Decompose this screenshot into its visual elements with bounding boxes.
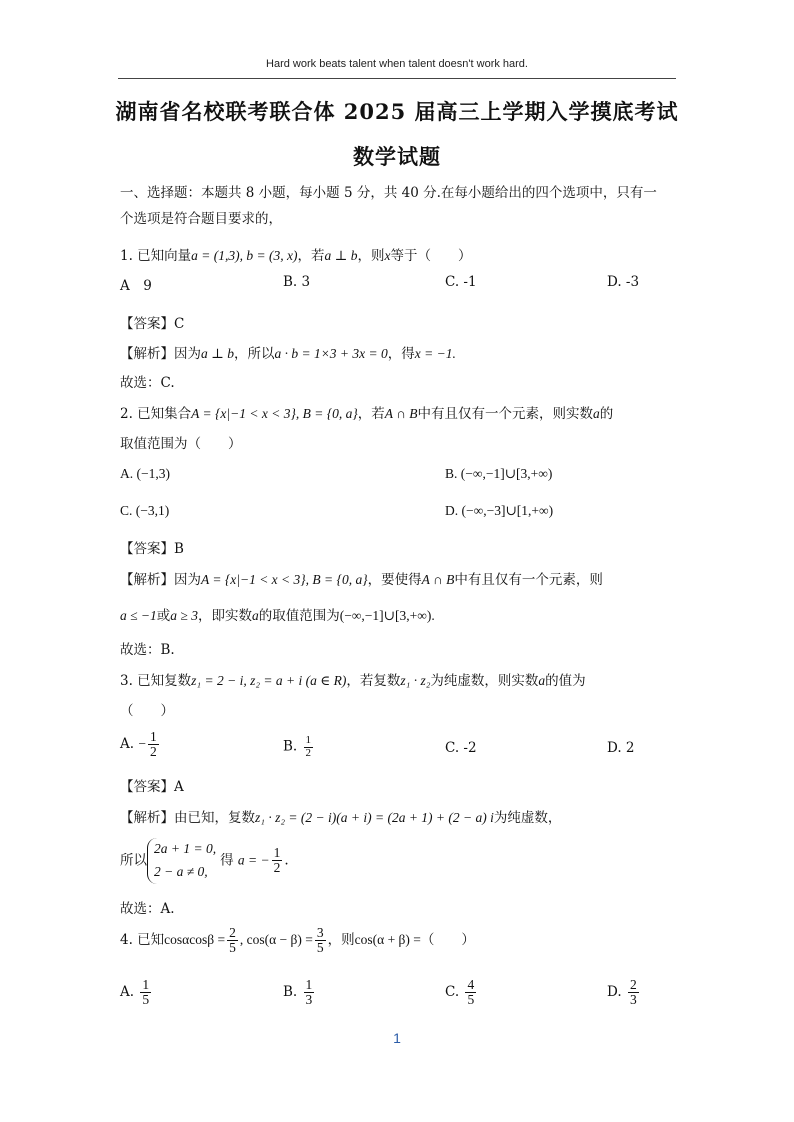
header-divider	[118, 78, 676, 79]
q1-condition: a ⊥ b	[324, 248, 358, 263]
q4-option-b-den: 3	[305, 992, 313, 1008]
q2-analysis-l2-post: 的取值范围为	[258, 608, 340, 624]
q2-analysis-or: 或	[156, 608, 171, 624]
q3-option-d: D. 2	[607, 740, 635, 756]
q3-pre: 3. 已知复数	[120, 673, 192, 689]
q1-analysis-post: ，得	[387, 346, 415, 362]
q1-pre: 1. 已知向量	[120, 248, 192, 264]
q3-numbers: z₁ = 2 − i, z₂ = a + i (a ∈ R)	[191, 673, 347, 688]
q1-analysis-expr: a · b = 1×3 + 3x = 0	[274, 346, 388, 361]
q1-option-a: A 9	[120, 278, 152, 294]
q3-sys-row1: 2a + 1 = 0,	[154, 841, 217, 856]
q2-analysis-mid: ，要使得	[367, 572, 422, 588]
q1-tail: 等于（ ）	[390, 248, 472, 264]
q4-option-a-fraction	[140, 978, 151, 1007]
q2-analysis-line1	[120, 568, 603, 588]
q3-option-a-den: 2	[149, 744, 157, 760]
q4-frac1-num: 2	[229, 925, 236, 940]
q4-frac2-num: 3	[316, 925, 324, 940]
q4-tail: （ ）	[420, 932, 475, 949]
q2-analysis-var: a	[251, 608, 259, 623]
q3-option-b	[283, 735, 315, 759]
q2-option-b: B. (−∞,−1]∪[3,+∞)	[445, 466, 553, 481]
question-1-stem	[120, 244, 471, 264]
q4-option-d-num: 2	[629, 977, 637, 992]
q1-analysis-cond: a ⊥ b	[201, 346, 234, 361]
q4-pre: 4. 已知	[120, 932, 165, 949]
q3-option-a-fraction	[148, 730, 159, 759]
q3-option-a-num: 1	[149, 729, 157, 744]
q3-product: z₁ · z₂	[400, 673, 431, 688]
q1-vectors: a = (1,3), b = (3, x)	[191, 248, 298, 263]
q4-frac1	[227, 926, 238, 955]
q4-option-d	[607, 978, 641, 1007]
q2-analysis-pre: 【解析】因为	[120, 572, 201, 588]
q2-analysis-cond-a: a ≤ −1	[120, 608, 157, 623]
q2-answer: 【答案】B	[120, 541, 184, 557]
q2-analysis-line2	[120, 604, 435, 624]
q3-option-b-num: 1	[305, 734, 312, 746]
q1-analysis-result: x = −1.	[414, 346, 456, 361]
q1-mid: ，若	[297, 248, 325, 264]
q4-option-a	[120, 978, 153, 1007]
q4-option-a-label: A.	[120, 984, 135, 1001]
q2-stem-line2: 取值范围为（ ）	[120, 436, 242, 452]
q4-option-d-fraction	[628, 978, 639, 1007]
q3-option-c: C. -2	[445, 740, 477, 756]
q1-conclusion: 故选：C.	[120, 375, 175, 391]
exam-title: 湖南省名校联考联合体 2025 届高三上学期入学摸底考试	[115, 99, 679, 124]
q4-option-d-den: 3	[629, 992, 637, 1008]
q3-stem-line2: （ ）	[120, 703, 174, 719]
header-motto: Hard work beats talent when talent doesn't work hard.	[266, 58, 528, 70]
q4-option-c-label: C.	[445, 984, 460, 1001]
q4-option-b	[283, 978, 316, 1007]
q3-option-a-label: A.	[120, 736, 135, 753]
question-3-stem	[120, 669, 586, 689]
q1-option-b: B. 3	[283, 274, 311, 290]
q3-option-b-label: B.	[283, 738, 298, 755]
q4-option-b-num: 1	[305, 977, 313, 992]
q3-sys-result-post: .	[284, 852, 289, 869]
q1-answer: 【答案】C	[120, 316, 185, 332]
q4-frac2	[315, 926, 326, 955]
q4-expr1: cosαcosβ =	[164, 932, 226, 948]
question-2-stem	[120, 402, 613, 422]
q2-pre: 2. 已知集合	[120, 406, 192, 422]
q3-answer: 【答案】A	[120, 779, 184, 795]
q3-sys-pre: 所以	[120, 852, 147, 869]
q3-analysis-post: 为纯虚数，	[493, 810, 562, 826]
q1-option-d: D. -3	[607, 274, 640, 290]
q3-sys-result-num: 1	[273, 845, 281, 861]
q3-conclusion: 故选：A.	[120, 901, 175, 917]
q3-tail: 的值为	[545, 673, 586, 689]
q3-option-a	[120, 730, 161, 759]
q2-analysis-cap: A ∩ B	[421, 572, 455, 587]
q3-sys-mid: 得	[220, 852, 234, 869]
q1-variable: x	[384, 248, 391, 263]
q4-option-c-num: 4	[467, 977, 475, 992]
q2-mid: ，若	[357, 406, 385, 422]
q3-option-a-sign: −	[138, 736, 146, 752]
q3-option-b-den: 2	[305, 746, 312, 759]
page-number: 1	[393, 1030, 401, 1046]
q2-sets: A = {x|−1 < x < 3}, B = {0, a}	[191, 406, 358, 421]
q4-option-d-label: D.	[607, 984, 622, 1001]
q3-mid: ，若复数	[346, 673, 401, 689]
q3-analysis-line1	[120, 806, 561, 826]
q2-intersection: A ∩ B	[384, 406, 418, 421]
q1-analysis-pre: 【解析】因为	[120, 346, 201, 362]
q4-expr3: cos(α + β) =	[354, 932, 421, 948]
q3-sys-result-den: 2	[273, 860, 281, 876]
q1-post: ，则	[357, 248, 385, 264]
q4-option-a-num: 1	[142, 977, 150, 992]
q4-mid: ，则	[327, 932, 355, 949]
q2-variable: a	[593, 406, 600, 421]
section-instructions-line2: 个选项是符合题目要求的，	[120, 211, 282, 227]
q3-analysis-system	[120, 838, 289, 884]
q1-analysis	[120, 342, 456, 362]
q2-analysis-cond-b: a ≥ 3	[170, 608, 198, 623]
q3-sys-result-fraction	[272, 846, 283, 875]
q2-analysis-range: (−∞,−1]∪[3,+∞).	[339, 608, 435, 623]
section-instructions-line1: 一、选择题：本题共 8 小题，每小题 5 分，共 40 分.在每小题给出的四个选项中，只有一	[120, 185, 657, 201]
question-4-stem	[120, 926, 475, 955]
q2-option-d: D. (−∞,−3]∪[1,+∞)	[445, 503, 554, 518]
q4-option-b-fraction	[304, 978, 315, 1007]
q2-post: 中有且仅有一个元素，则实数	[417, 406, 594, 422]
q1-analysis-mid: ，所以	[233, 346, 275, 362]
q3-option-b-fraction	[304, 735, 314, 759]
q3-analysis-expr: z₁ · z₂ = (2 − i)(a + i) = (2a + 1) + (2 − a) i	[255, 810, 494, 825]
q4-option-c-den: 5	[467, 992, 475, 1008]
q2-analysis-sets: A = {x|−1 < x < 3}, B = {0, a}	[201, 572, 368, 587]
q4-expr2: , cos(α − β) =	[239, 932, 313, 948]
q3-sys-result-pre: a = −	[237, 852, 270, 868]
q4-frac2-den: 5	[316, 940, 324, 956]
q4-option-c	[445, 978, 478, 1007]
q4-frac1-den: 5	[229, 940, 236, 956]
q3-post: 为纯虚数，则实数	[430, 673, 539, 689]
q3-sys-row2: 2 − a ≠ 0,	[154, 863, 208, 879]
q2-conclusion: 故选：B.	[120, 642, 175, 658]
q2-analysis-l2-mid: ，即实数	[197, 608, 252, 624]
exam-subtitle: 数学试题	[353, 144, 441, 169]
q2-tail: 的	[599, 406, 614, 422]
q3-sys-brace	[147, 838, 220, 884]
q4-option-a-den: 5	[142, 992, 150, 1008]
q1-option-c: C. -1	[445, 274, 477, 290]
q2-option-a: A. (−1,3)	[120, 466, 170, 481]
q2-option-c: C. (−3,1)	[120, 503, 170, 518]
q3-analysis-pre: 【解析】由已知，复数	[120, 810, 255, 826]
q4-option-c-fraction	[465, 978, 476, 1007]
q3-variable: a	[538, 673, 546, 688]
q2-analysis-post: 中有且仅有一个元素，则	[454, 572, 603, 588]
q4-option-b-label: B.	[283, 984, 298, 1001]
